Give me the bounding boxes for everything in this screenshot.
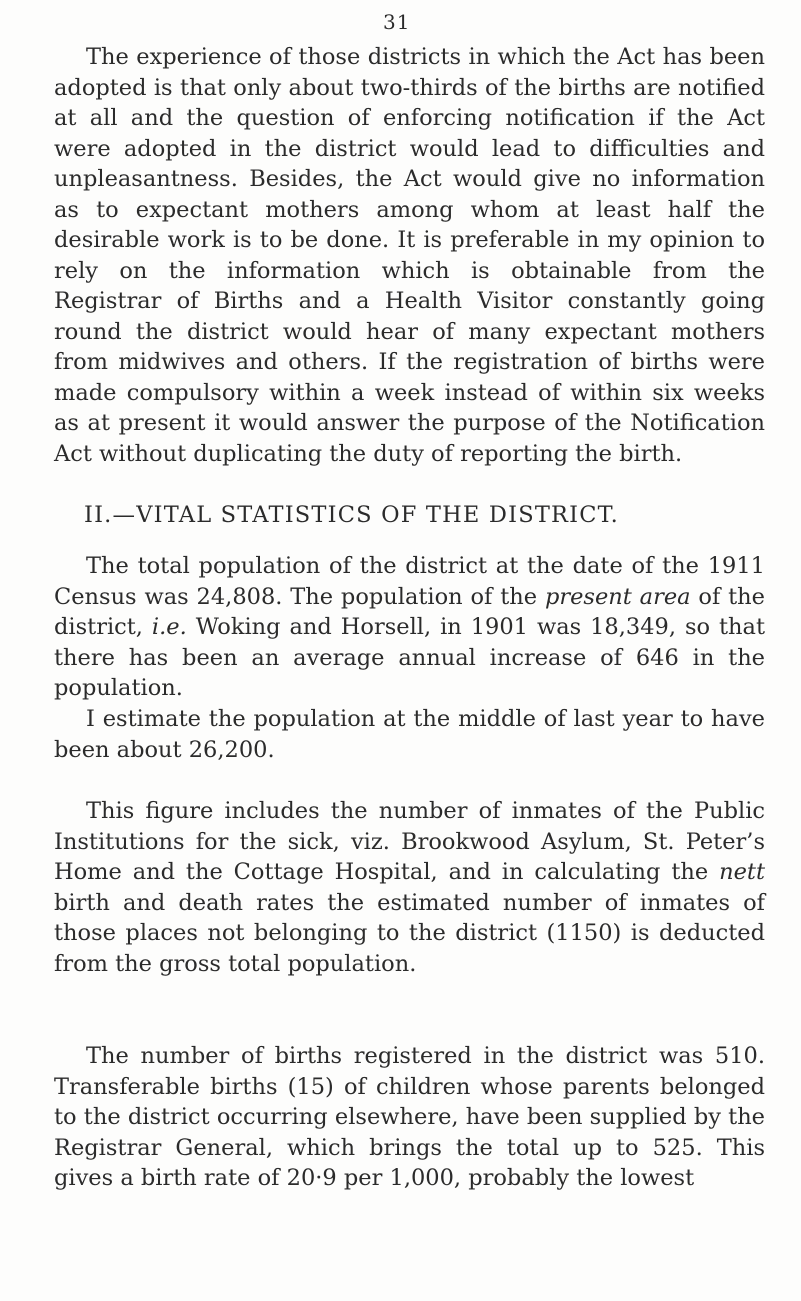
paragraph-estimate: I estimate the population at the middle of last year to have been about 26,200. (54, 706, 765, 763)
emphasis-text: nett (719, 859, 765, 885)
paragraph-text: Woking and Horsell, in 1901 was 18,349, so that there has been an average annual increase of 646 in the population. (54, 614, 765, 701)
paragraph-institutions (54, 796, 765, 979)
paragraph-population (54, 551, 765, 704)
paragraph-births: The number of births registered in the district was 510. Transferable births (15) of children whose parents belonged to the district occurring elsewhere, have been supplied by the Registrar General, which brings the total up to 525. This gives a birth rate of 20·9 per 1,000, probably the lowest (54, 1043, 765, 1191)
emphasis-text: present area (544, 583, 691, 610)
section-heading: II.—VITAL STATISTICS OF THE DISTRICT. (84, 502, 619, 528)
page-number: 31 (383, 10, 411, 34)
paragraph-text: of the district, (54, 583, 765, 640)
paragraph-notification: The experience of those districts in which the Act has been adopted is that only about two-thirds of the births are notified at all and the question of enforcing notification if the Act were adopted in the district would lead to difficulties and unpleasantness. Besides, the Act would give no information as to expectant mothers among whom at least half the desirable work is to be done. It is preferable in my opinion to rely on the information which is obtainable from the Registrar of Births and a Health Visitor constantly going round the district would hear of many expectant mothers from midwives and others. If the registration of births were made compulsory within a week instead of within six weeks as at present it would answer the purpose of the Notification Act without duplicating the duty of reporting the birth. (54, 44, 765, 467)
paragraph-text: The total population of the district at the date of the 1911 Census was 24,808. The population of the (54, 553, 765, 610)
paragraph-text: This figure includes the number of inmates of the Public Institutions for the sick, viz. Brookwood Asylum, St. Peter’s Home and the Cottage Hospital, and in calculating the (54, 798, 765, 885)
emphasis-text: i.e. (151, 614, 187, 640)
paragraph-text: birth and death rates the estimated number of inmates of those places not belonging to the district (1150) is deducted from the gross total population. (54, 889, 765, 977)
